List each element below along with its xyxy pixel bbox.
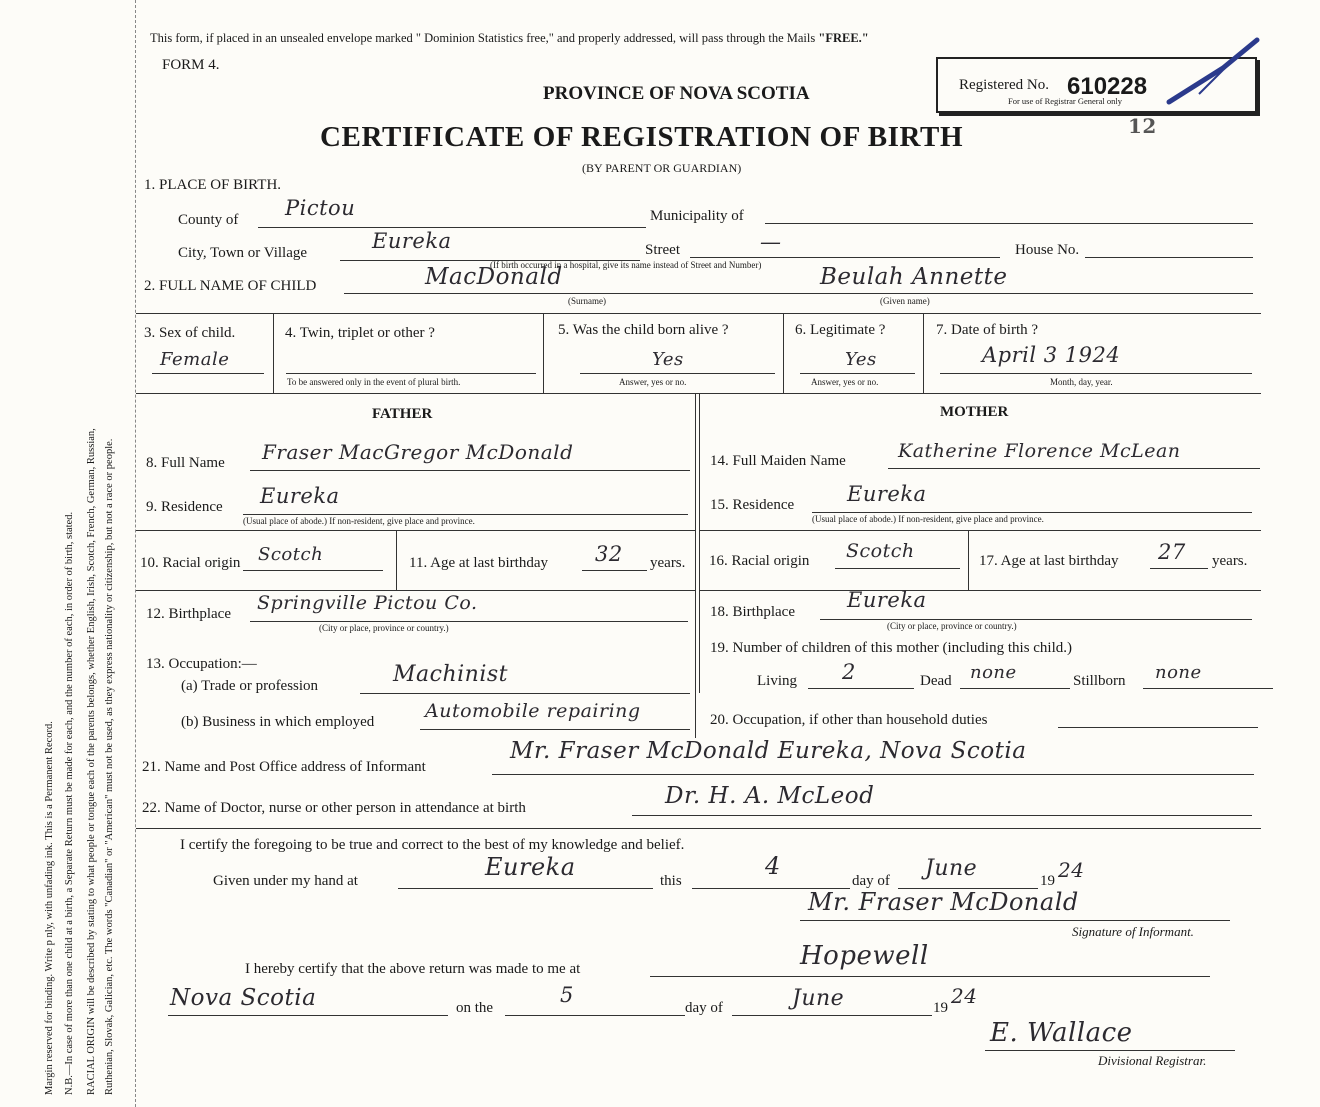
father-trade-label: (a) Trade or profession: [181, 678, 319, 694]
father-residence-note: (Usual place of abode.) If non-resident, give place and province.: [243, 516, 475, 526]
informant-signature-line: [800, 920, 1230, 921]
registrar-signature: E. Wallace: [990, 1018, 1133, 1048]
margin-note-2: N.B.—In case of more than one child at a birth, a Separate Return must be made for each, and the number of each, in order of birth, stated.: [64, 511, 75, 1095]
margin-note-4: Ruthenian, Slovak, Galician, etc. The words "Canadian" or "American" must not be used, as they express nationality or citizenship, but not a race or people.: [104, 438, 115, 1095]
legitimate-note: Answer, yes or no.: [811, 377, 879, 387]
father-trade-value: Machinist: [393, 662, 509, 687]
mother-racial-line: [835, 568, 960, 569]
dead-value: none: [970, 662, 1017, 683]
parents-column-divider-2: [699, 393, 700, 693]
this-label: this: [660, 873, 682, 889]
stillborn-line: [1143, 688, 1273, 689]
father-birthplace-label: 12. Birthplace: [146, 606, 231, 622]
father-name-line: [250, 470, 690, 471]
registrar-province-line: [168, 1015, 448, 1016]
house-label: House No.: [1015, 242, 1080, 258]
dob-line: [940, 373, 1252, 374]
on-the-label: on the: [456, 1000, 494, 1016]
father-row10-bottom: [136, 590, 696, 591]
father-trade-line: [360, 693, 690, 694]
row3-divider-3: [783, 313, 784, 393]
father-heading: FATHER: [372, 406, 433, 422]
mother-name-value: Katherine Florence McLean: [898, 440, 1181, 462]
registrar-signature-caption: Divisional Registrar.: [1098, 1053, 1207, 1068]
mother-heading: MOTHER: [940, 404, 1009, 420]
given-year-prefix: 19: [1040, 873, 1055, 889]
given-year-value: 24: [1058, 858, 1085, 882]
informant-label: 21. Name and Post Office address of Informant: [142, 759, 426, 775]
informant-signature-caption: Signature of Informant.: [1072, 924, 1194, 939]
dob-note: Month, day, year.: [1050, 377, 1113, 387]
mother-birthplace-note: (City or place, province or country.): [887, 621, 1017, 631]
registrar-year-prefix: 19: [933, 1000, 948, 1016]
given-place-value: Eureka: [485, 853, 576, 881]
father-racial-line: [243, 570, 383, 571]
father-residence-value: Eureka: [260, 484, 340, 508]
informant-line: [492, 774, 1254, 775]
house-line: [1085, 257, 1253, 258]
mother-birthplace-label: 18. Birthplace: [710, 604, 795, 620]
page-title: CERTIFICATE OF REGISTRATION OF BIRTH: [320, 121, 964, 153]
father-row10-divider: [396, 530, 397, 590]
mother-residence-line: [812, 512, 1252, 513]
municipality-line: [765, 223, 1253, 224]
registrar-month-value: June: [792, 986, 845, 1011]
father-business-line: [420, 729, 690, 730]
registrar-province-value: Nova Scotia: [170, 985, 317, 1011]
child-name-label: 2. FULL NAME OF CHILD: [144, 278, 317, 294]
dead-line: [960, 688, 1070, 689]
stillborn-label: Stillborn: [1073, 673, 1126, 689]
stillborn-value: none: [1155, 662, 1202, 683]
mother-row16-divider: [968, 530, 969, 590]
mother-birthplace-line: [820, 619, 1252, 620]
page-subtitle: (BY PARENT OR GUARDIAN): [582, 161, 742, 175]
county-line: [258, 227, 646, 228]
margin-note-1: Margin reserved for binding. Write p nly, with unfading ink. This is a Permanent Record.: [44, 721, 55, 1095]
twin-line: [286, 373, 536, 374]
living-value: 2: [842, 660, 856, 684]
registrar-place-line: [650, 976, 1210, 977]
mother-birthplace-value: Eureka: [847, 588, 927, 612]
father-age-line: [582, 570, 647, 571]
given-place-line: [398, 888, 653, 889]
mother-occupation-label: 20. Occupation, if other than household duties: [710, 712, 988, 728]
mother-racial-label: 16. Racial origin: [709, 553, 810, 569]
mother-row16-bottom: [699, 590, 1261, 591]
mail-notice: [150, 31, 869, 46]
registrar-day-of-label: day of: [685, 1000, 723, 1016]
registered-number: 610228: [1067, 73, 1148, 100]
parents-column-divider: [695, 393, 696, 738]
attendant-value: Dr. H. A. McLeod: [665, 783, 875, 809]
row3-top-rule: [136, 313, 1261, 314]
father-birthplace-line: [250, 621, 688, 622]
dead-label: Dead: [920, 673, 952, 689]
registrar-certify-text: I hereby certify that the above return was made to me at: [245, 961, 581, 977]
mother-name-label: 14. Full Maiden Name: [710, 453, 846, 469]
child-surname-value: MacDonald: [425, 264, 563, 290]
informant-value: Mr. Fraser McDonald Eureka, Nova Scotia: [510, 738, 1027, 764]
mother-age-value: 27: [1158, 540, 1186, 564]
mother-children-label: 19. Number of children of this mother (including this child.): [710, 640, 1073, 656]
registrar-place-value: Hopewell: [800, 941, 929, 971]
mother-name-line: [888, 468, 1260, 469]
mother-row16-top: [699, 530, 1261, 531]
father-age-value: 32: [595, 542, 623, 566]
certification-top-rule: [136, 828, 1261, 829]
mother-residence-label: 15. Residence: [710, 497, 795, 513]
dob-label: 7. Date of birth ?: [936, 322, 1039, 338]
certify-text: I certify the foregoing to be true and correct to the best of my knowledge and belief.: [180, 837, 685, 853]
twin-label: 4. Twin, triplet or other ?: [285, 325, 435, 341]
born-alive-value: Yes: [652, 349, 684, 370]
county-label: County of: [178, 212, 239, 228]
father-birthplace-note: (City or place, province or country.): [319, 623, 449, 633]
margin-note-3: RACIAL ORIGIN will be described by stating to what people or tongue each of the parents belongs, whether English, Irish, Scotch, French, German, Russian,: [86, 428, 97, 1095]
given-day-value: 4: [765, 852, 781, 880]
place-of-birth-heading: 1. PLACE OF BIRTH.: [144, 177, 282, 193]
attendant-label: 22. Name of Doctor, nurse or other person in attendance at birth: [142, 800, 526, 816]
registrar-signature-line: [985, 1050, 1235, 1051]
father-row10-top: [136, 530, 696, 531]
living-line: [808, 688, 914, 689]
legitimate-line: [800, 373, 915, 374]
row3-divider-2: [543, 313, 544, 393]
father-business-label: (b) Business in which employed: [181, 714, 375, 730]
mother-age-line: [1150, 568, 1208, 569]
given-month-value: June: [925, 856, 978, 881]
registrar-month-line: [732, 1015, 932, 1016]
registrar-day-value: 5: [560, 983, 574, 1007]
mother-residence-value: Eureka: [847, 482, 927, 506]
registered-label: Registered No.: [959, 77, 1049, 93]
father-racial-label: 10. Racial origin: [140, 555, 241, 571]
binding-margin-line: [135, 0, 136, 1107]
form-number: FORM 4.: [162, 57, 220, 73]
given-name-caption: (Given name): [880, 296, 930, 306]
registrar-check-mark: [1165, 34, 1260, 109]
mother-age-label: 17. Age at last birthday: [979, 553, 1119, 569]
father-birthplace-value: Springville Pictou Co.: [257, 592, 478, 614]
sex-value: Female: [160, 349, 230, 370]
father-business-value: Automobile repairing: [425, 700, 641, 722]
mother-years-label: years.: [1212, 553, 1248, 569]
province-title: PROVINCE OF NOVA SCOTIA: [543, 83, 810, 104]
street-line: [690, 257, 1000, 258]
informant-signature: Mr. Fraser McDonald: [808, 888, 1079, 916]
born-alive-line: [580, 373, 775, 374]
father-name-label: 8. Full Name: [146, 455, 225, 471]
registrar-day-line: [505, 1015, 685, 1016]
given-day-of-label: day of: [852, 873, 890, 889]
given-under-label: Given under my hand at: [213, 873, 358, 889]
legitimate-value: Yes: [845, 349, 877, 370]
born-alive-label: 5. Was the child born alive ?: [558, 322, 729, 338]
surname-caption: (Surname): [568, 296, 606, 306]
born-alive-note: Answer, yes or no.: [619, 377, 687, 387]
registrar-use-note: For use of Registrar General only: [1008, 96, 1123, 106]
mother-racial-value: Scotch: [846, 540, 915, 562]
stamp-number: 12: [1128, 114, 1157, 138]
mother-residence-note: (Usual place of abode.) If non-resident, give place and province.: [812, 514, 1044, 524]
father-age-label: 11. Age at last birthday: [409, 555, 548, 571]
child-given-value: Beulah Annette: [820, 264, 1008, 290]
registrar-year-value: 24: [951, 984, 978, 1008]
living-label: Living: [757, 673, 797, 689]
attendant-line: [632, 815, 1252, 816]
county-value: Pictou: [285, 196, 356, 220]
father-racial-value: Scotch: [258, 544, 324, 565]
hospital-note: (If birth occurred in a hospital, give its name instead of Street and Number): [490, 260, 762, 270]
mail-notice-free: "FREE.": [818, 31, 869, 45]
row3-divider-4: [923, 313, 924, 393]
city-value: Eureka: [372, 229, 452, 253]
mail-notice-text: This form, if placed in an unsealed envelope marked " Dominion Statistics free," and properly addressed, will pass through the Mails: [150, 31, 819, 45]
father-residence-line: [243, 514, 688, 515]
sex-label: 3. Sex of child.: [144, 325, 236, 341]
father-name-value: Fraser MacGregor McDonald: [262, 440, 574, 464]
street-value: —: [760, 230, 782, 254]
mother-occupation-line: [1058, 727, 1258, 728]
row3-divider-1: [273, 313, 274, 393]
municipality-label: Municipality of: [650, 208, 744, 224]
twin-note: To be answered only in the event of plural birth.: [287, 377, 461, 387]
father-years-label: years.: [650, 555, 686, 571]
child-name-line: [344, 293, 1253, 294]
father-residence-label: 9. Residence: [146, 499, 223, 515]
street-label: Street: [645, 242, 680, 258]
sex-line: [152, 373, 264, 374]
father-occupation-label: 13. Occupation:—: [146, 656, 257, 672]
city-label: City, Town or Village: [178, 245, 308, 261]
dob-value: April 3 1924: [982, 343, 1121, 367]
legitimate-label: 6. Legitimate ?: [795, 322, 886, 338]
